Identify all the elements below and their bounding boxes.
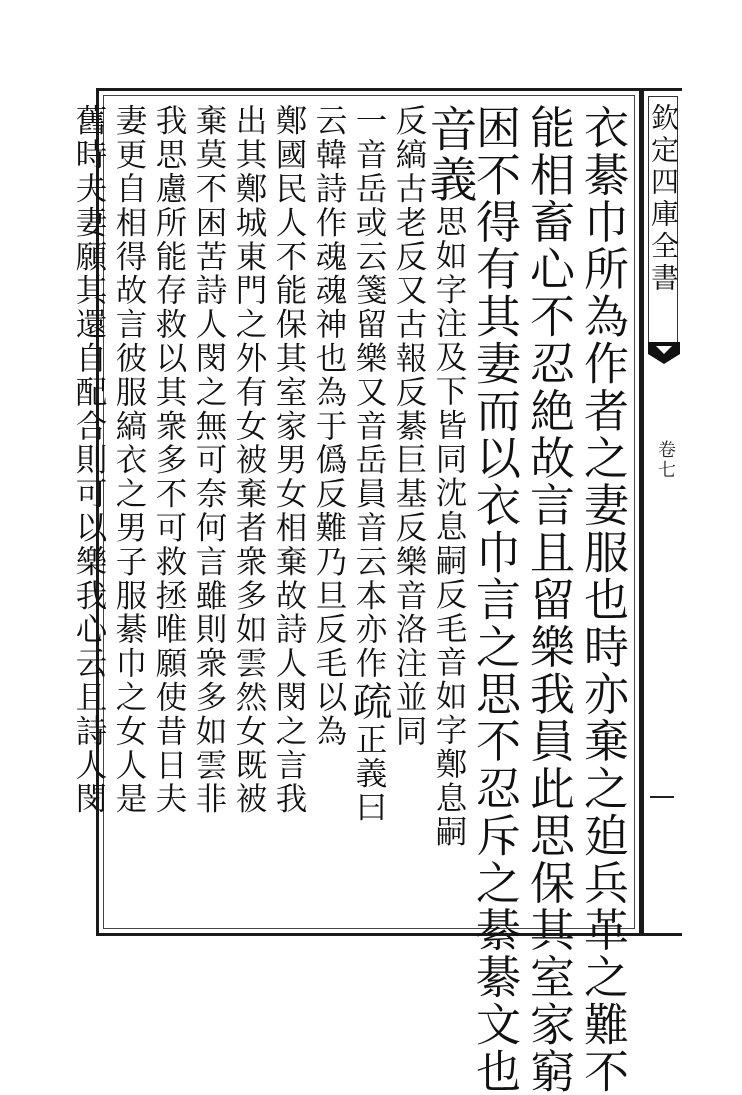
commentary-column bbox=[151, 104, 185, 816]
book-title: 欽定四庫全書 bbox=[648, 96, 678, 346]
fishtail-mark-icon bbox=[646, 340, 682, 366]
commentary-column bbox=[111, 104, 145, 816]
column-text: 出其鄭城東門之外有女被棄者衆多如雲然女既被 bbox=[231, 104, 267, 816]
section-heading: 音義 bbox=[421, 104, 477, 205]
column-text: 我思慮所能存救以其衆多不可救拯唯願使昔日夫 bbox=[151, 104, 187, 816]
main-text-column bbox=[468, 104, 521, 1095]
commentary-column bbox=[231, 104, 265, 816]
column-text: 能相畜心不忍絶故言且留樂我員此思保其室家窮 bbox=[522, 104, 575, 1095]
juan-label: 卷七 bbox=[655, 440, 676, 480]
main-text-column bbox=[522, 104, 575, 1095]
commentary-column bbox=[391, 104, 425, 748]
main-text-column bbox=[576, 104, 629, 1095]
column-text: 舊時夫妻願其還自配合則可以樂我心云且詩人閔 bbox=[71, 104, 107, 816]
commentary-column bbox=[71, 104, 105, 816]
column-text-tail: 正義曰 bbox=[351, 722, 387, 825]
column-text: 思如字注及下皆同沈息嗣反毛音如字鄭息嗣 bbox=[431, 204, 467, 849]
column-text: 反縞古老反又古報反綦巨基反樂音洛注並同 bbox=[391, 104, 427, 749]
column-text: 困不得有其妻而以衣巾言之思不忍斥之綦綦文也 bbox=[468, 104, 521, 1095]
column-text: 衣綦巾所為作者之妻服也時亦棄之廹兵革之難不 bbox=[576, 104, 629, 1095]
column-text: 棄莫不困苦詩人閔之無可奈何言雖則衆多如雲非 bbox=[191, 104, 227, 816]
commentary-column bbox=[311, 104, 345, 748]
column-text: 鄭國民人不能保其室家男女相棄故詩人閔之言我 bbox=[271, 104, 307, 816]
commentary-column bbox=[421, 104, 477, 849]
column-text: 妻更自相得故言彼服縞衣之男子服綦巾之女人是 bbox=[111, 104, 147, 816]
column-text: 一音岳或云箋留樂又音岳員音云本亦作 bbox=[351, 104, 387, 681]
commentary-column bbox=[346, 104, 392, 825]
commentary-column bbox=[191, 104, 225, 816]
shu-heading: 疏 bbox=[346, 680, 392, 723]
margin-rule bbox=[642, 88, 644, 936]
margin-tick bbox=[650, 796, 674, 798]
commentary-column bbox=[271, 104, 305, 816]
column-text: 云韓詩作魂魂神也為于僞反難乃旦反毛以為 bbox=[311, 104, 347, 749]
